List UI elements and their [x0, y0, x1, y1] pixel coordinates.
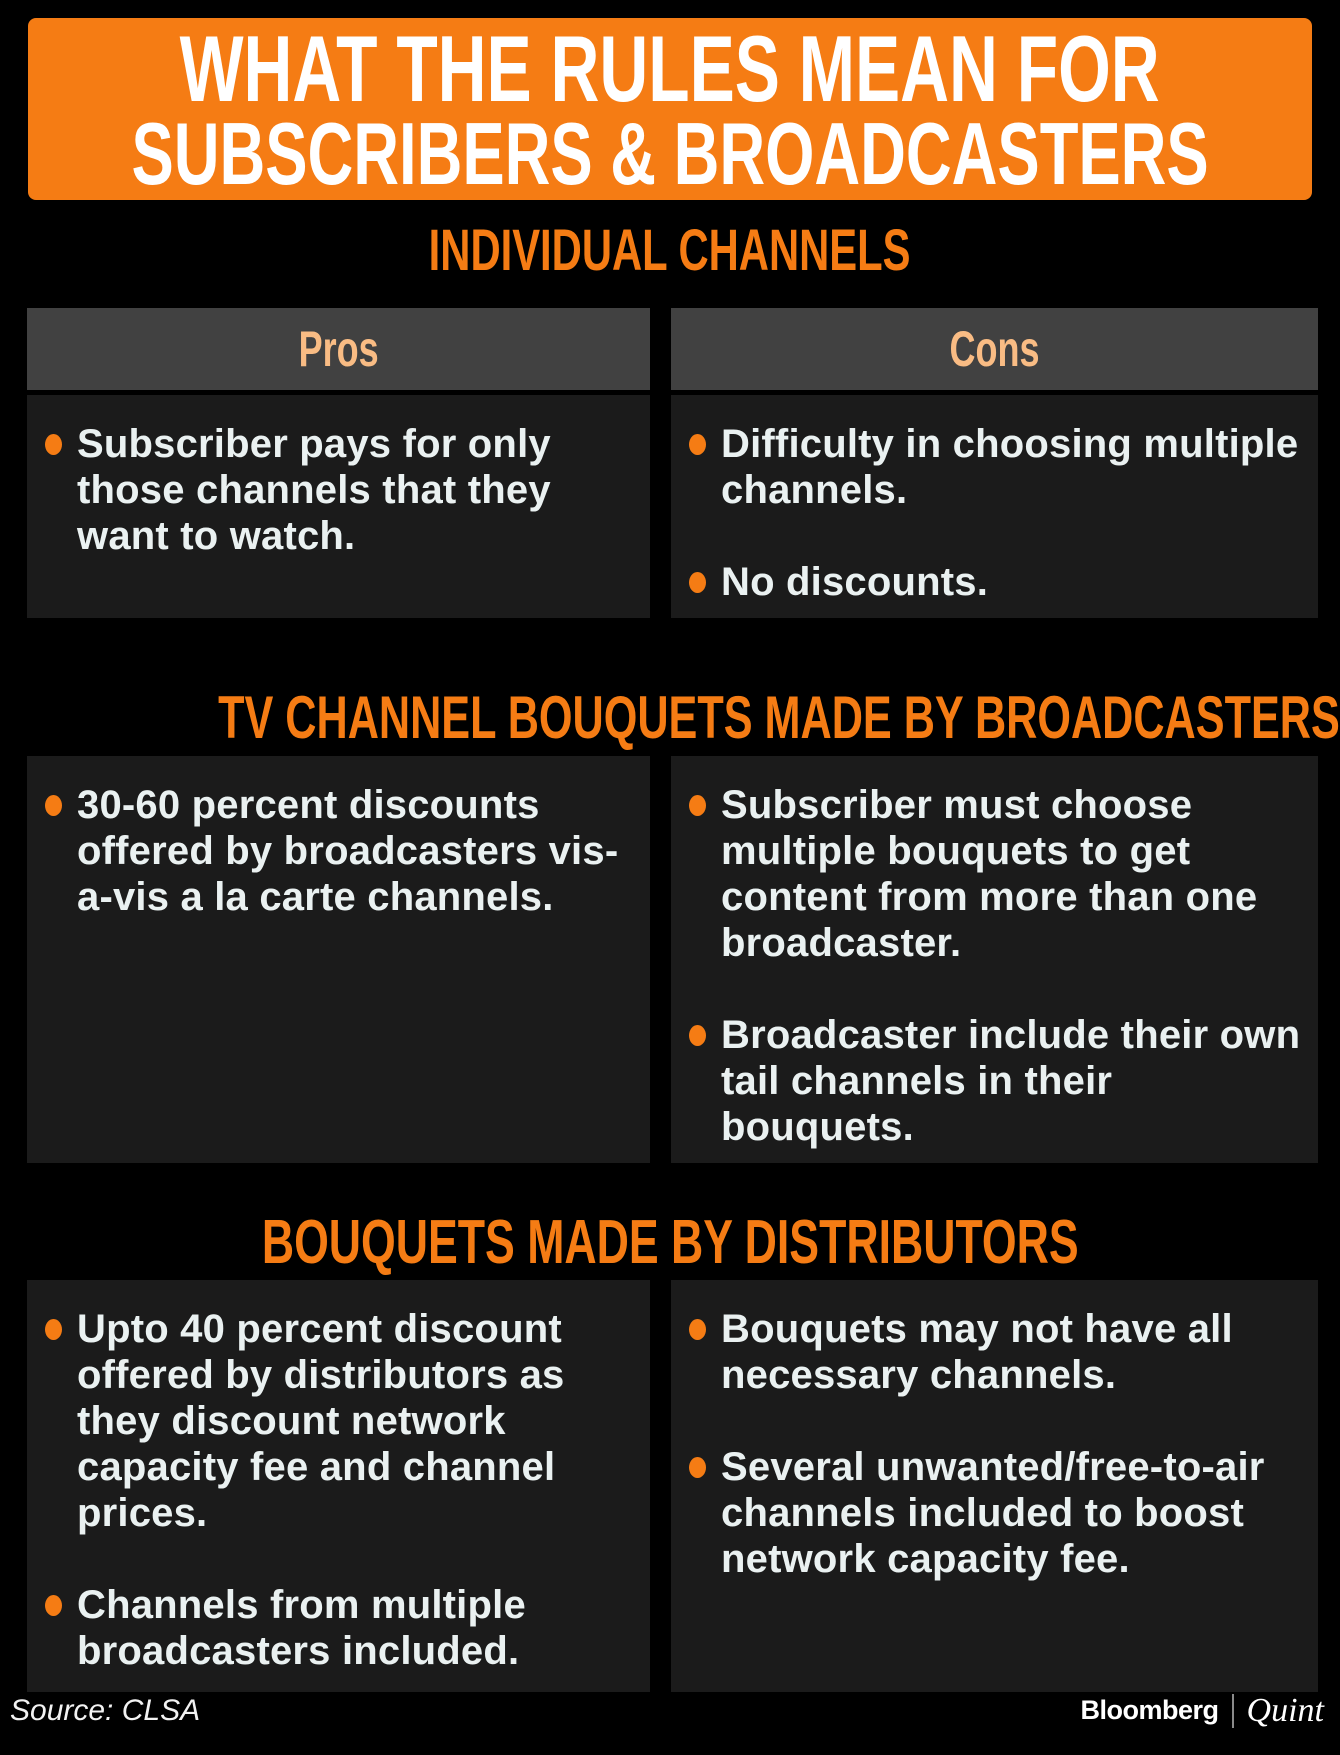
bullet-icon — [689, 1319, 706, 1340]
list-item-text: 30-60 percent discounts offered by broadcasters vis-a-vis a la carte channels. — [77, 783, 619, 919]
distributor-bouquets-cons-cell — [671, 1280, 1318, 1692]
logo-divider — [1232, 1694, 1234, 1728]
list-item-text: No discounts. — [721, 560, 989, 604]
bullet-icon — [45, 1595, 62, 1616]
pros-header-label: Pros — [298, 321, 379, 377]
bloomberg-logo: Bloomberg — [1080, 1695, 1219, 1725]
distributor-bouquets-table — [27, 1280, 1318, 1692]
bullet-icon — [689, 572, 706, 593]
cons-header-cell — [671, 308, 1318, 390]
bullet-icon — [689, 1457, 706, 1478]
list-item-text: Broadcaster include their own tail channels in their bouquets. — [721, 1013, 1301, 1149]
list-item — [43, 421, 640, 559]
distributor-bouquets-pros-cell — [27, 1280, 650, 1692]
section-title-broadcaster-bouquets-text: TV CHANNEL BOUQUETS MADE BY BROADCASTERS — [218, 684, 1340, 751]
source-label: Source: CLSA — [10, 1693, 201, 1727]
list-item — [43, 1582, 640, 1674]
individual-channels-cons-cell — [671, 395, 1318, 618]
list-item — [43, 782, 640, 920]
section-title-broadcaster-bouquets — [0, 684, 1340, 751]
list-item — [687, 782, 1308, 966]
pros-header-cell — [27, 308, 650, 390]
quint-logo: Quint — [1246, 1691, 1324, 1729]
individual-channels-pros-cell — [27, 395, 650, 618]
list-item — [687, 1012, 1308, 1150]
bullet-icon — [689, 795, 706, 816]
individual-channels-table — [27, 395, 1318, 618]
list-item-text: Upto 40 percent discount offered by distributors as they discount network capacity fee and channel prices. — [77, 1307, 565, 1535]
bullet-icon — [45, 434, 62, 455]
bullet-icon — [45, 1319, 62, 1340]
bullet-icon — [45, 795, 62, 816]
section-title-distributor-bouquets — [0, 1208, 1340, 1277]
section-title-distributor-bouquets-text: BOUQUETS MADE BY DISTRIBUTORS — [261, 1208, 1079, 1277]
list-item — [687, 1306, 1308, 1398]
list-item-text: Subscriber pays for only those channels that they want to watch. — [77, 422, 551, 558]
broadcaster-bouquets-pros-cell — [27, 756, 650, 1163]
bullet-icon — [689, 1025, 706, 1046]
banner-title-line1-text: WHAT THE RULES MEAN FOR — [179, 16, 1161, 121]
list-item-text: Bouquets may not have all necessary channels. — [721, 1307, 1233, 1397]
section-title-individual-channels-text: INDIVIDUAL CHANNELS — [429, 218, 911, 283]
broadcaster-bouquets-cons-cell — [671, 756, 1318, 1163]
section-title-individual-channels — [0, 218, 1340, 283]
title-banner — [28, 16, 1312, 203]
list-item — [687, 421, 1308, 513]
list-item-text: Several unwanted/free-to-air channels included to boost network capacity fee. — [721, 1445, 1265, 1581]
broadcaster-bouquets-table — [27, 756, 1318, 1163]
footer — [0, 1692, 1340, 1737]
cons-header-label: Cons — [949, 321, 1040, 377]
publisher-logo — [1081, 1692, 1324, 1730]
list-item — [43, 1306, 640, 1536]
banner-title-line2 — [0, 104, 1340, 203]
list-item — [687, 1444, 1308, 1582]
banner-title-line1 — [0, 16, 1340, 121]
list-item-text: Difficulty in choosing multiple channels. — [721, 422, 1299, 512]
list-item-text: Subscriber must choose multiple bouquets to get content from more than one broadcaster. — [721, 783, 1258, 965]
banner-title-line2-text: SUBSCRIBERS & BROADCASTERS — [131, 104, 1209, 203]
bullet-icon — [689, 434, 706, 455]
pros-cons-header-row — [27, 308, 1318, 390]
list-item-text: Channels from multiple broadcasters included. — [77, 1583, 526, 1673]
list-item — [687, 559, 1308, 605]
